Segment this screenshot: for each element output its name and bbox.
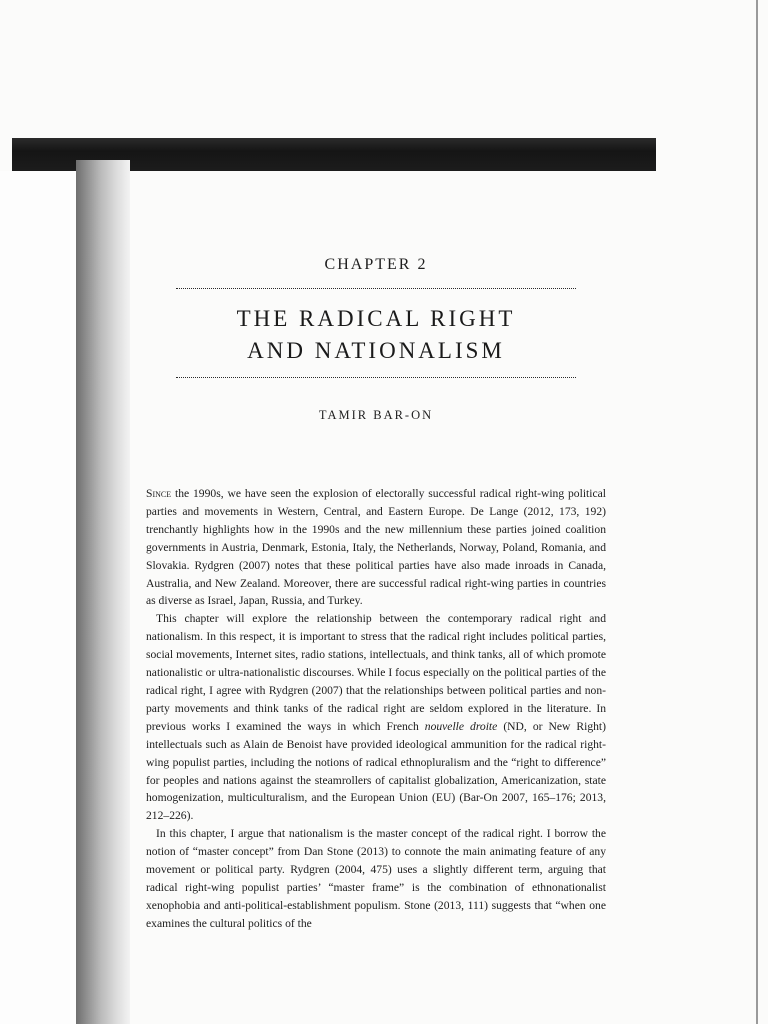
chapter-title-line-2: AND NATIONALISM	[247, 338, 505, 363]
scan-margin	[0, 171, 76, 1024]
page-edge-line	[756, 0, 758, 1024]
paragraph-1	[146, 485, 606, 610]
chapter-author: TAMIR BAR-ON	[318, 408, 434, 422]
book-spine-shadow	[76, 160, 130, 1024]
paragraph-1-lead: Since	[146, 487, 172, 500]
dotted-rule-top	[176, 288, 576, 289]
chapter-title-line-1: THE RADICAL RIGHT	[236, 306, 516, 331]
chapter-number: CHAPTER 2	[324, 256, 428, 273]
paragraph-1-text: the 1990s, we have seen the explosion of electorally successful radical right-wing political parties and movements in Western, Central, and Eastern Europe. De Lange (2012, 173, 192) trenchantly highlights how in the 1990s and the new millennium these parties joined coalition governments in Austria, Denmark, Estonia, Italy, the Netherlands, Norway, Poland, Romania, and Slovakia. Rydgren (2007) notes that these political parties have also made inroads in Canada, Australia, and New Zealand. Moreover, there are successful radical right-wing parties in countries as diverse as Israel, Japan, Russia, and Turkey.	[146, 487, 606, 608]
paragraph-2-text-a: This chapter will explore the relationship between the contemporary radical right and nationalism. In this respect, it is important to stress that the radical right includes political parties, social movements, Internet sites, radio stations, intellectuals, and think tanks, all of which promote nationalistic or ultra-nationalistic discourses. While I focus especially on the political parties of the radical right, I agree with Rydgren (2007) that the relationships between political parties and non-party movements and think tanks of the radical right are seldom explored in the literature. In previous works I examined the ways in which French	[146, 612, 606, 733]
paragraph-2-italic: nouvelle droite	[424, 719, 498, 733]
paragraph-3: In this chapter, I argue that nationalism is the master concept of the radical right. I borrow the notion of “master concept” from Dan Stone (2013) to connote the main animating feature of any movement or political party. Rydgren (2004, 475) uses a slightly different term, arguing that radical right-wing populist parties’ “master frame” is the combination of ethnonationalist xenophobia and anti-political-establishment populism. Stone (2013, 111) suggests that “when one examines the cultural politics of the	[146, 827, 606, 930]
body-text	[146, 485, 606, 933]
chapter-opening	[146, 250, 606, 933]
dotted-rule-bottom	[176, 377, 576, 378]
chapter-title	[146, 303, 606, 367]
paragraph-2	[146, 610, 606, 825]
paragraph-2-text-b: (ND, or New Right) intellectuals such as Alain de Benoist have provided ideological ammunition for the radical right-wing populist parties, including the notions of radical ethnopluralism and the “right to difference” for peoples and nations against the steamrollers of capitalist globalization, Americanization, state homogenization, multiculturalism, and the European Union (EU) (Bar-On 2007, 165–176; 2013, 212–226).	[146, 719, 607, 823]
